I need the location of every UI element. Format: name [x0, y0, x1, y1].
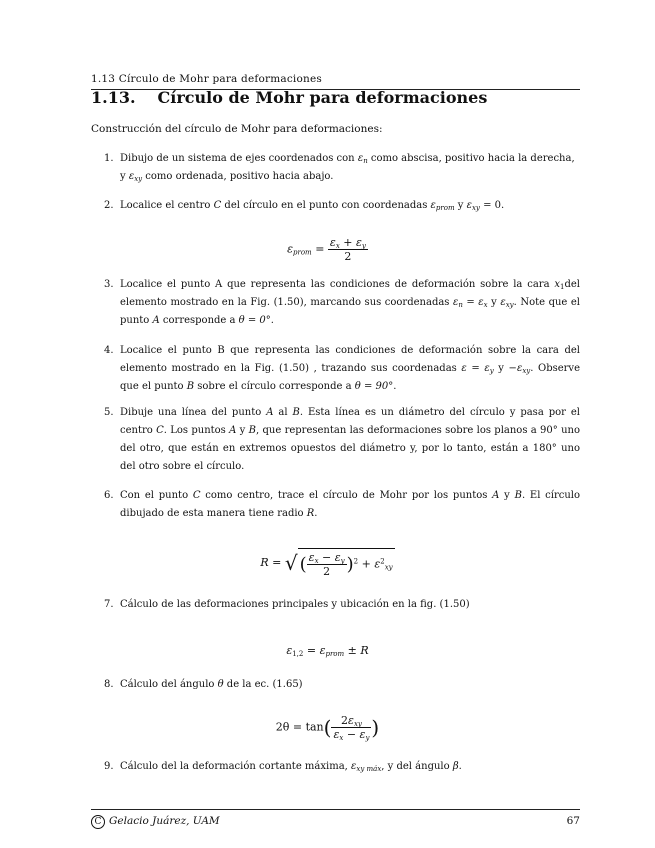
item-text: Localice el punto A que representa las condiciones de deformación sobre la cara $x_1del$ elemento mostrado en la Fig. (1.50), marcando sus coordenadas $\varepsilon_n = \varepsilon_x$ y $\varepsilon_{xy}$. Note que el punto A corresponde a θ = 0°.	[120, 279, 580, 326]
list-item-8	[104, 676, 580, 694]
list-item-6	[104, 487, 580, 523]
item-number: 2.	[104, 200, 114, 211]
list-item-3	[104, 276, 580, 330]
fraction: $\frac{\varepsilon_x - \varepsilon_y}{2}$	[308, 551, 345, 578]
item-text: Dibuje una línea del punto A al B. Esta línea es un diámetro del círculo y pasa por el centro C. Los puntos A y B, que representan las deformaciones sobre los planos a 90° uno del otro, que están en extremos opuestos del diámetro y, por lo tanto, están a 180° uno del otro sobre el círculo.	[120, 407, 580, 472]
item-number: 8.	[104, 679, 114, 690]
list-item-5	[104, 404, 580, 476]
item-text: Cálculo de las deformaciones principales y ubicación en la fig. (1.50)	[120, 599, 470, 610]
equation-radius: R = √ ( $\frac{\varepsilon_x - \varepsilon_y}{2}$ )$^2 + \varepsilon^2_{xy}$	[0, 548, 655, 578]
page-number: 67	[566, 815, 580, 827]
copyright-icon: C	[91, 815, 105, 829]
list-item-1	[104, 150, 580, 186]
equation-eps-prom: $\varepsilon_{prom}$ = $\frac{\varepsilon_x + \varepsilon_y}{2}$	[287, 236, 366, 263]
item-number: 1.	[104, 153, 114, 164]
list-item-4	[104, 342, 580, 396]
item-number: 4.	[104, 345, 114, 356]
section-title-text: Círculo de Mohr para deformaciones	[157, 88, 488, 107]
intro-paragraph: Construcción del círculo de Mohr para deformaciones:	[91, 123, 383, 135]
item-text: Localice el centro C del círculo en el punto con coordenadas $\varepsilon_{prom}$ y $\varepsilon_{xy} = 0$.	[120, 200, 505, 212]
item-text: Con el punto C como centro, trace el círculo de Mohr por los puntos A y B. El círculo dibujado de esta manera tiene radio R.	[120, 490, 580, 519]
section-number: 1.13.	[91, 88, 136, 107]
list-item-7	[104, 596, 580, 614]
equation-angle: 2θ = tan( $\frac{2\varepsilon_{xy}}{\varepsilon_x - \varepsilon_y}$ )	[275, 714, 380, 742]
footer-rule	[91, 809, 580, 810]
item-text: Localice el punto B que representa las condiciones de deformación sobre la cara del elemento mostrado en la Fig. (1.50) , trazando sus coordenadas $\varepsilon = \varepsilon_y$ $y -\varepsilon_{xy}$. Observe que el punto B sobre el círculo corresponde a θ = 90°.	[120, 345, 580, 392]
section-title	[91, 88, 487, 107]
list-item-9	[104, 758, 580, 776]
list-item-2	[104, 197, 580, 215]
footer-author: C Gelacio Juárez, UAM	[91, 815, 220, 829]
fraction: $\frac{2\varepsilon_{xy}}{\varepsilon_x - \varepsilon_y}$	[333, 714, 370, 742]
item-text: Cálculo del ángulo θ de la ec. (1.65)	[120, 679, 303, 690]
item-number: 6.	[104, 490, 114, 501]
fraction: $\frac{\varepsilon_x + \varepsilon_y}{2}$	[329, 236, 366, 263]
item-number: 5.	[104, 407, 114, 418]
item-number: 3.	[104, 279, 114, 290]
equation-principal-strains: $\varepsilon_{1,2} = \varepsilon_{prom} \pm R$	[286, 644, 369, 658]
item-text: Cálculo del la deformación cortante máxima, $\varepsilon_{xy máx}$, y del ángulo β.	[120, 761, 462, 773]
item-number: 9.	[104, 761, 114, 772]
running-head: 1.13 Círculo de Mohr para deformaciones	[91, 73, 322, 85]
item-text: Dibujo de un sistema de ejes coordenados con $\varepsilon_n$ como abscisa, positivo hacia la derecha, y $\varepsilon_{xy}$ como ordenada, positivo hacia abajo.	[120, 153, 575, 183]
item-number: 7.	[104, 599, 114, 610]
